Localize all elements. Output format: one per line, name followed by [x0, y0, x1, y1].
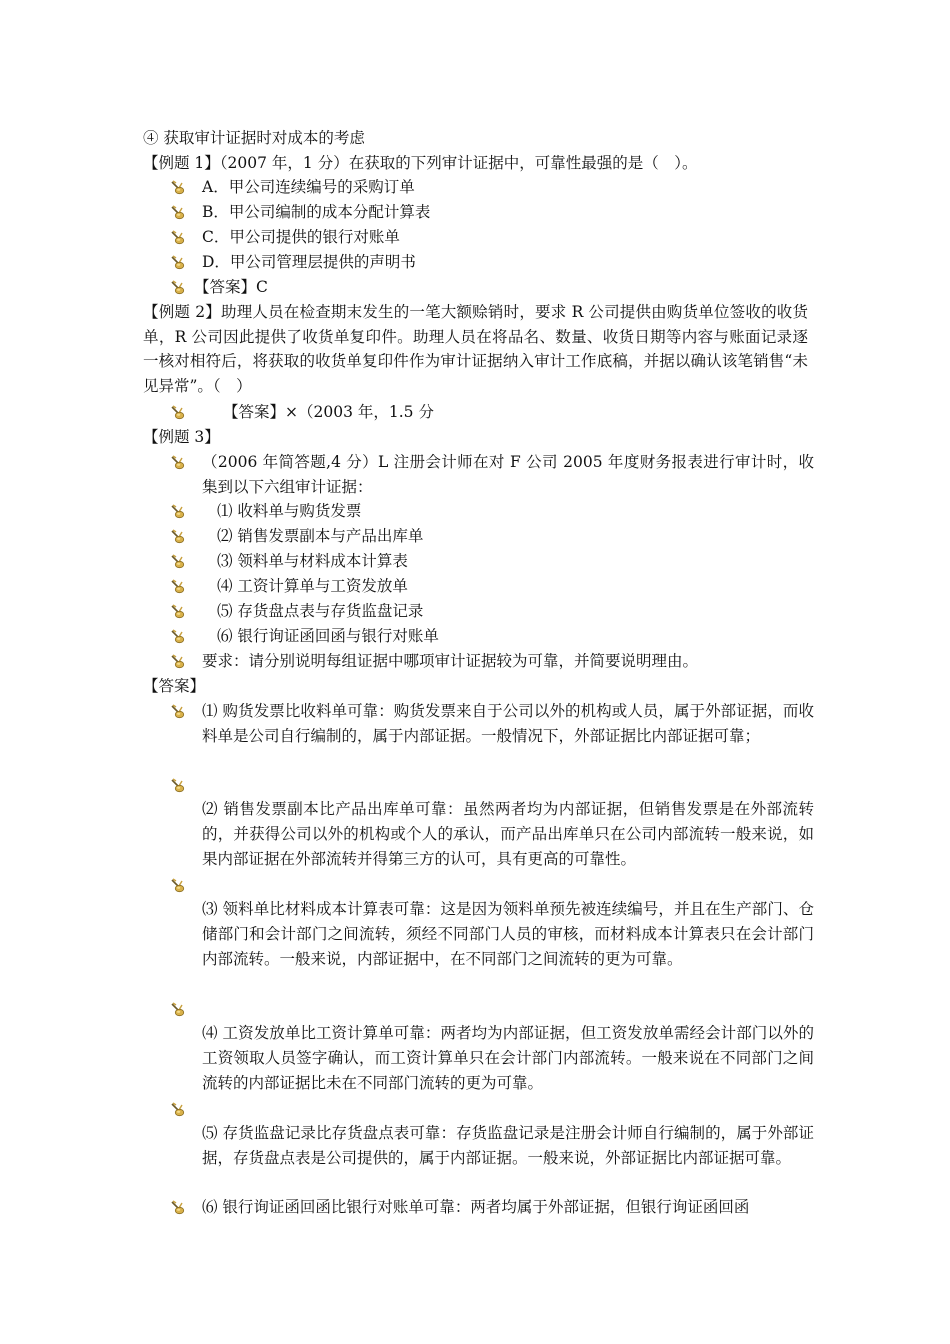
section-heading: ④ 获取审计证据时对成本的考虑: [143, 129, 365, 147]
gold-bullet-icon: [170, 1101, 186, 1117]
gold-bullet-icon: [170, 279, 186, 295]
gold-bullet-icon: [170, 603, 186, 619]
requirement-text: 要求：请分别说明每组证据中哪项审计证据较为可靠，并简要说明理由。: [202, 652, 699, 670]
answer-text: ⑵ 销售发票副本比产品出库单可靠：虽然两者均为内部证据，但销售发票是在外部流转的，并获得公司以外的机构或个人的承认，而产品出库单只在公司内部流转一般来说，如果内部证据在外部流转并得第三方的认可，具有更高的可靠性。: [202, 800, 814, 868]
example-3-title: 【例题 3】: [143, 428, 220, 446]
gold-bullet-icon: [170, 578, 186, 594]
gold-bullet-icon: [170, 229, 186, 245]
answer-text: ⑶ 领料单比材料成本计算表可靠：这是因为领料单预先被连续编号，并且在生产部门、仓储部门和会计部门之间流转，须经不同部门人员的审核，而材料成本计算表只在会计部门内部流转。一般来说，内部证据中，在不同部门之间流转的更为可靠。: [202, 900, 814, 968]
gold-bullet-icon: [170, 877, 186, 893]
example-2-text: 【例题 2】助理人员在检查期末发生的一笔大额赊销时，要求 R 公司提供由购货单位签收的收货单，R 公司因此提供了收货单复印件。助理人员在将品名、数量、收货日期等内容与账面记录逐一核对相符后，将获取的收货单复印件作为审计证据纳入审计工作底稿，并据以确认该笔销售“未见异常”。（ ）: [143, 303, 808, 395]
group-text: ⑵ 销售发票副本与产品出库单: [217, 527, 424, 545]
answer-text: ⑸ 存货监盘记录比存货盘点表可靠：存货监盘记录是注册会计师自行编制的，属于外部证据，存货盘点表是公司提供的，属于内部证据。一般来说，外部证据比内部证据可靠。: [202, 1124, 814, 1167]
option-text: D．甲公司管理层提供的声明书: [202, 253, 416, 271]
option-text: A．甲公司连续编号的采购订单: [202, 178, 415, 196]
group-text: ⑴ 收料单与购货发票: [217, 502, 362, 520]
answer-text: ⑹ 银行询证函回函比银行对账单可靠：两者均属于外部证据，但银行询证函回函: [202, 1198, 750, 1216]
answer-text: ⑷ 工资发放单比工资计算单可靠：两者均为内部证据，但工资发放单需经会计部门以外的工资领取人员签字确认，而工资计算单只在会计部门内部流转。一般来说在不同部门之间流转的内部证据比未在不同部门流转的更为可靠。: [202, 1024, 814, 1092]
group-text: ⑷ 工资计算单与工资发放单: [217, 577, 408, 595]
option-text: C．甲公司提供的银行对账单: [202, 228, 400, 246]
gold-bullet-icon: [170, 528, 186, 544]
gold-bullet-icon: [170, 454, 186, 470]
answer-text: 【答案】C: [194, 278, 268, 296]
gold-bullet-icon: [170, 777, 186, 793]
answer-heading: 【答案】: [143, 677, 206, 695]
example-1-title: 【例题 1】（2007 年，1 分）在获取的下列审计证据中，可靠性最强的是（ ）。: [143, 154, 698, 172]
option-text: B．甲公司编制的成本分配计算表: [202, 203, 431, 221]
gold-bullet-icon: [170, 254, 186, 270]
group-text: ⑸ 存货盘点表与存货监盘记录: [217, 602, 424, 620]
gold-bullet-icon: [170, 503, 186, 519]
gold-bullet-icon: [170, 204, 186, 220]
answer-text: ⑴ 购货发票比收料单可靠：购货发票来自于公司以外的机构或人员，属于外部证据，而收料单是公司自行编制的，属于内部证据。一般情况下，外部证据比内部证据可靠；: [202, 702, 814, 745]
gold-bullet-icon: [170, 179, 186, 195]
gold-bullet-icon: [170, 653, 186, 669]
gold-bullet-icon: [170, 628, 186, 644]
answer-text: 【答案】×（2003 年，1.5 分: [223, 403, 434, 421]
gold-bullet-icon: [170, 404, 186, 420]
gold-bullet-icon: [170, 1001, 186, 1017]
gold-bullet-icon: [170, 1199, 186, 1215]
gold-bullet-icon: [170, 703, 186, 719]
intro-text: （2006 年简答题,4 分）L 注册会计师在对 F 公司 2005 年度财务报表进行审计时，收集到以下六组审计证据：: [202, 453, 814, 496]
group-text: ⑹ 银行询证函回函与银行对账单: [217, 627, 439, 645]
group-text: ⑶ 领料单与材料成本计算表: [217, 552, 408, 570]
gold-bullet-icon: [170, 553, 186, 569]
